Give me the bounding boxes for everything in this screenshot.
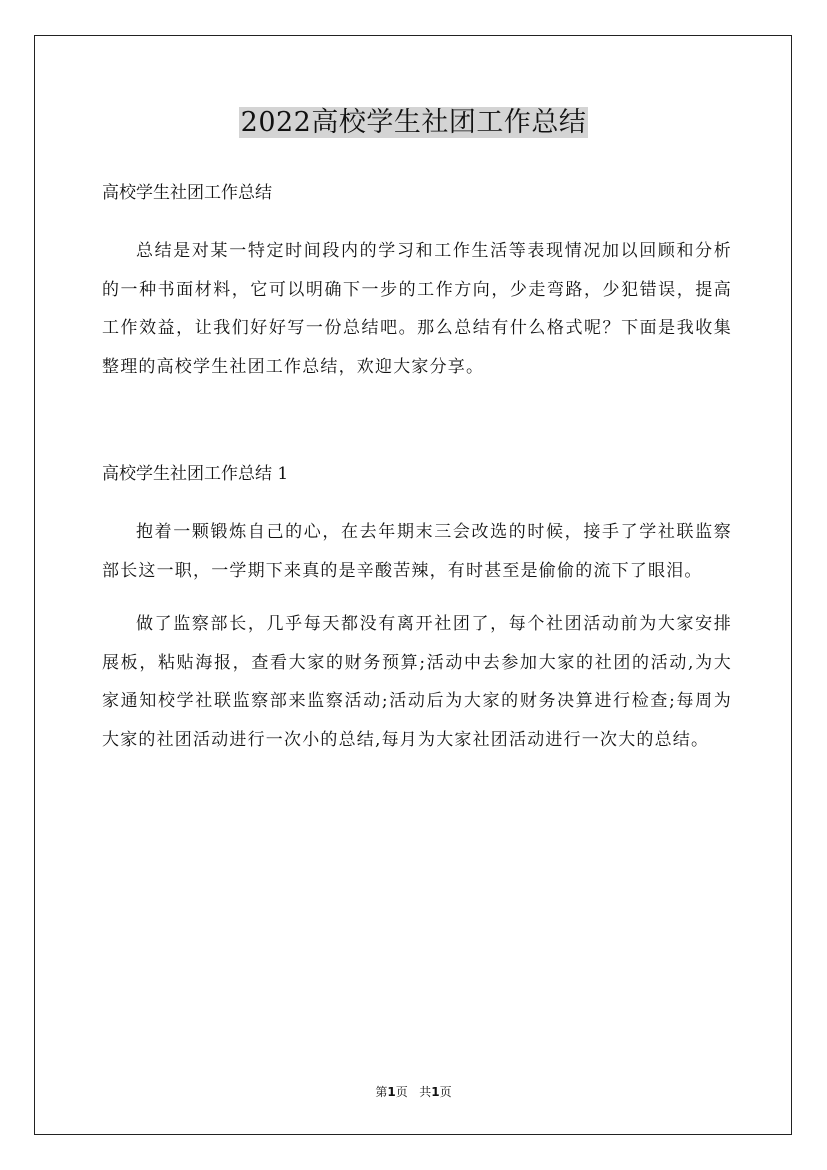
page-footer [0,1083,827,1100]
footer-total-suffix: 页 [439,1085,452,1099]
footer-page-prefix: 第 [375,1085,388,1099]
intro-paragraph: 总结是对某一特定时间段内的学习和工作生活等表现情况加以回顾和分析的一种书面材料，它可以明确下一步的工作方向，少走弯路，少犯错误，提高工作效益，让我们好好写一份总结吧。那么总结有什么格式呢？下面是我收集整理的高校学生社团工作总结，欢迎大家分享。 [102,241,732,377]
section-paragraph: 抱着一颗锻炼自己的心，在去年期末三会改选的时候，接手了学社联监察部长这一职，一学期下来真的是辛酸苦辣，有时甚至是偷偷的流下了眼泪。 [102,522,732,581]
footer-total-pages: 1 [431,1085,440,1099]
document-title-text: 2022高校学生社团工作总结 [240,107,587,138]
footer-total-prefix: 共 [419,1085,432,1099]
footer-page-current: 1 [387,1085,396,1099]
section-heading: 高校学生社团工作总结 1 [102,464,289,484]
footer-page-suffix: 页 [395,1085,408,1099]
document-subtitle: 高校学生社团工作总结 [102,183,272,203]
document-body [102,176,732,759]
section-paragraph: 做了监察部长，几乎每天都没有离开社团了，每个社团活动前为大家安排展板，粘贴海报，查看大家的财务预算;活动中去参加大家的社团的活动,为大家通知校学社联监察部来监察活动;活动后为大家的财务决算进行检查;每周为大家的社团活动进行一次小的总结,每月为大家社团活动进行一次大的总结。 [102,614,732,750]
document-title [0,104,827,142]
